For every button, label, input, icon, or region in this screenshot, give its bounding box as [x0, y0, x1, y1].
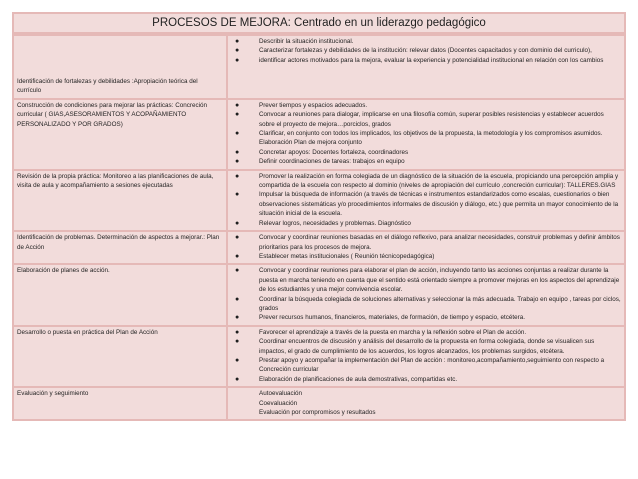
- list-item: ● Prestar apoyo y acompañar la implementación del Plan de acción : monitoreo,acompañamiento,seguimiento con respecto a Concreción curricular: [235, 356, 605, 374]
- list-item: Evaluación por compromisos y resultados: [259, 409, 376, 416]
- bullet-icon: ●: [235, 56, 240, 64]
- bullet-icon: ●: [235, 252, 240, 260]
- bullet-icon: ●: [235, 158, 240, 166]
- list-item: ● Convocar y coordinar reuniones para elaborar el plan de acción, incluyendo tanto las acciones conjuntas a realizar durante la puesta en marcha teniendo en cuenta que el sentido está orientado siempre a promover mejoras en los aspectos del aprendizaje de los estudiantes y una mejor convivencia escolar.: [235, 267, 620, 294]
- page-title: PROCESOS DE MEJORA: Centrado en un liderazgo pedagógico: [12, 12, 626, 34]
- action-list: [231, 266, 621, 322]
- table-row: [13, 99, 625, 170]
- list-item: ● Convocar a reuniones para dialogar, implicarse en una filosofía común, superar posibles resistencias y establecer acuerdos sobre el proyecto de mejora…porciclos, grados: [235, 111, 604, 128]
- bullet-icon: ●: [235, 267, 240, 275]
- bullet-icon: ●: [235, 191, 240, 199]
- list-item: ● Prever recursos humanos, financieros, materiales, de formación, de tiempo y espacio, etcétera.: [235, 314, 525, 322]
- stage-label: Identificación de problemas. Determinación de aspectos a mejorar.: Plan de Acción: [17, 234, 220, 251]
- bullet-icon: ●: [235, 148, 240, 156]
- bullet-icon: ●: [235, 295, 240, 303]
- stage-label: Evaluación y seguimiento: [17, 390, 89, 398]
- action-list: [231, 328, 621, 384]
- list-item: ● Coordinar la búsqueda colegiada de soluciones alternativas y seleccionar la más adecuada. Trabajo en equipo , tareas por ciclos, grados: [235, 295, 621, 312]
- bullet-icon: ●: [235, 375, 240, 383]
- stage-cell: [13, 35, 227, 99]
- bullet-icon: ●: [235, 314, 240, 322]
- evaluation-list: [231, 389, 621, 417]
- action-list: [231, 233, 621, 261]
- table-row: [13, 387, 625, 420]
- actions-cell: [227, 35, 625, 99]
- bullet-icon: ●: [235, 38, 240, 45]
- stage-cell: [13, 387, 227, 420]
- list-item: ● Prever tiempos y espacios adecuados.: [235, 101, 368, 109]
- stage-label: Identificación de fortalezas y debilidades :Apropiación teórica del currículo: [17, 78, 198, 95]
- list-item: ● Convocar y coordinar reuniones basadas en el diálogo reflexivo, para analizar necesidades, construir problemas y definir ámbitos prioritarios para los procesos de mejora.: [235, 234, 620, 251]
- bullet-icon: ●: [235, 328, 240, 336]
- stage-label: Revisión de la propia práctica: Monitoreo a las planificaciones de aula, visita de aula y acompañamiento a sesiones ejecutadas: [17, 172, 214, 190]
- bullet-icon: ●: [235, 172, 240, 180]
- table-row: [13, 35, 625, 99]
- table-row: [13, 264, 625, 325]
- bullet-icon: ●: [235, 47, 240, 55]
- bullet-icon: ●: [235, 356, 240, 364]
- actions-cell: [227, 231, 625, 264]
- list-item: ● Elaboración de planificaciones de aula demostrativas, compartidas etc.: [235, 375, 458, 383]
- bullet-icon: ●: [235, 234, 240, 242]
- list-item: ● Promover la realización en forma colegiada de un diagnóstico de la situación de la escuela, propiciando una percepción amplia y compartida de la escuela con respecto al dominio (niveles de apropiación del currículo ,concreción curricular): TALLERES.GIAS: [235, 172, 619, 190]
- action-list: [231, 101, 621, 167]
- list-item: ● Relevar logros, necesidades y problemas. Diagnóstico: [235, 219, 411, 227]
- list-item: Autoevaluación: [259, 390, 303, 398]
- stage-cell: [13, 99, 227, 170]
- stage-label: Desarrollo o puesta en práctica del Plan de Acción: [17, 328, 158, 336]
- table-row: [13, 326, 625, 387]
- list-item: ● Concretar apoyos: Docentes fortaleza, coordinadores: [235, 148, 409, 156]
- list-item: ● Impulsar la búsqueda de información (a través de técnicas e instrumentos estandarizados como escalas, cuestionarios o bien observaciones sistemáticas y/o procedimientos informales de discusión y diálogo, etc.) que permita un mayor conocimiento de la situación inicial de la escuela.: [235, 191, 619, 218]
- list-item: Coevaluación: [259, 399, 298, 407]
- actions-cell: [227, 264, 625, 325]
- stage-label: Elaboración de planes de acción.: [17, 267, 110, 275]
- stage-cell: [13, 231, 227, 264]
- list-item: ● Establecer metas institucionales ( Reunión técnicopedagógica): [235, 252, 435, 260]
- table-row: [13, 170, 625, 231]
- list-item: ● Coordinar encuentros de discusión y análisis del desarrollo de la propuesta en forma colegiada, donde se visualicen sus impactos, el grado de cumplimiento de los acuerdos, los logros alcanzados, los problemas surgidos, etcétera.: [235, 338, 595, 355]
- list-item: ● Definir coordinaciones de tareas: trabajos en equipo: [235, 158, 405, 166]
- actions-cell: [227, 99, 625, 170]
- stage-label: Construcción de condiciones para mejorar las prácticas: Concreción curricular ( GIAS,ASESORAMIENTOS Y ACOPAÑAMIENTO PERSONALIZADO Y POR GRADOS): [17, 101, 208, 128]
- list-item: ● Favorecer el aprendizaje a través de la puesta en marcha y la reflexión sobre el Plan de acción.: [235, 328, 527, 336]
- actions-cell: [227, 170, 625, 231]
- bullet-icon: ●: [235, 130, 240, 138]
- actions-cell: [227, 387, 625, 420]
- bullet-icon: ●: [235, 101, 240, 109]
- list-item: ● identificar actores motivados para la mejora, evaluar la experiencia y potencialidad institucional en relación con los cambios: [235, 56, 604, 64]
- bullet-icon: ●: [235, 338, 240, 346]
- bullet-icon: ●: [235, 219, 240, 227]
- stage-cell: [13, 264, 227, 325]
- bullet-icon: ●: [235, 111, 240, 119]
- list-item: ● Describir la situación institucional.: [235, 38, 354, 45]
- actions-cell: [227, 326, 625, 387]
- stage-cell: [13, 326, 227, 387]
- action-list: [231, 37, 621, 65]
- table-row: [13, 231, 625, 264]
- action-list: [231, 172, 621, 228]
- list-item: ● Caracterizar fortalezas y debilidades de la institución: relevar datos (Docentes capacitados y con dominio del curriculo),: [235, 47, 592, 55]
- process-table: [12, 34, 626, 421]
- stage-cell: [13, 170, 227, 231]
- list-item: ● Clarificar, en conjunto con todos los implicados, los objetivos de la propuesta, la metodología y los compromisos asumidos. Elaboración Plan de mejora conjunto: [235, 130, 603, 147]
